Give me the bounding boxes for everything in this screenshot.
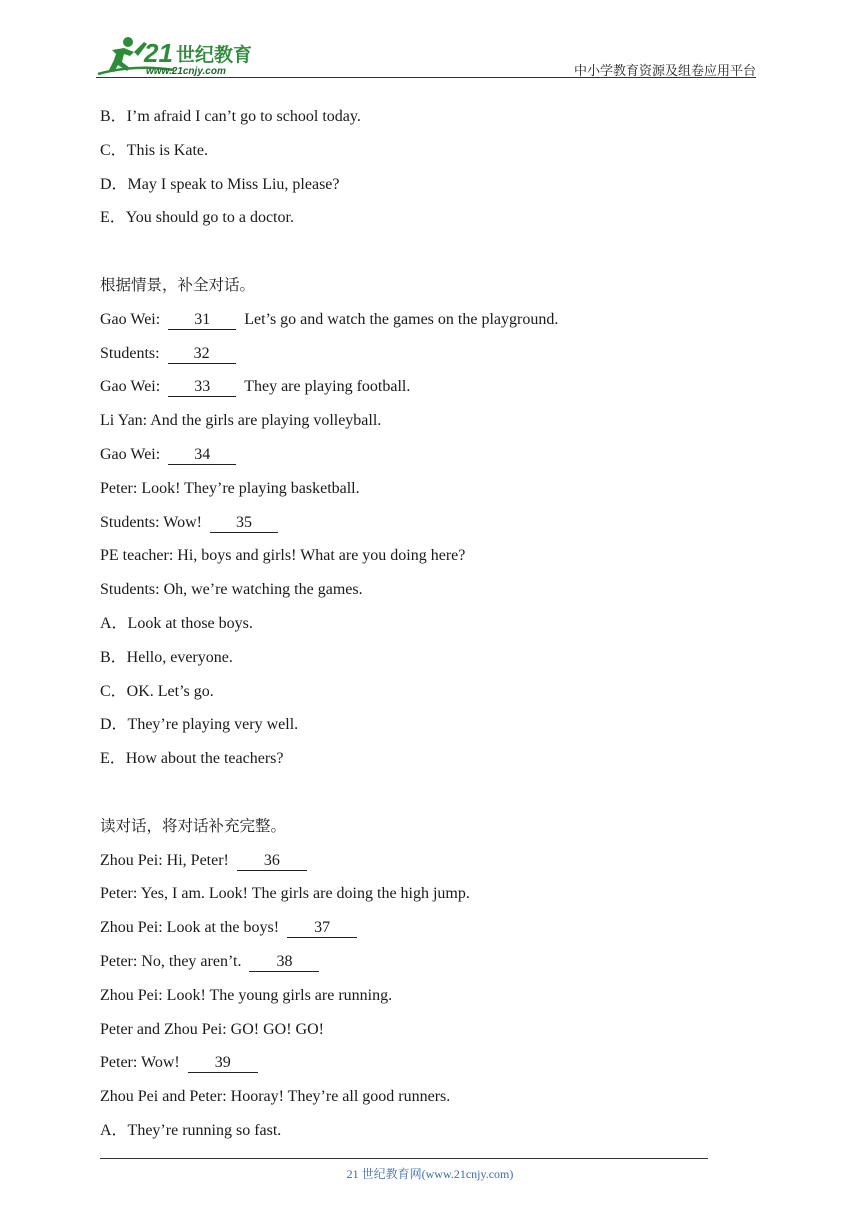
dialogue-text: They are playing football. bbox=[244, 378, 411, 396]
dialogue-text: Let’s go and watch the games on the playground. bbox=[244, 310, 559, 328]
header-divider bbox=[96, 77, 756, 78]
answer-blank-36[interactable]: 36 bbox=[237, 852, 307, 871]
dialogue-text: Gao Wei: bbox=[100, 378, 161, 396]
dialogue-line bbox=[100, 370, 740, 404]
dialogue-line bbox=[100, 979, 740, 1013]
section-2-instruction: 根据情景，补全对话。 bbox=[100, 275, 256, 294]
dialogue-line bbox=[100, 1080, 740, 1114]
answer-blank-37[interactable]: 37 bbox=[287, 919, 357, 938]
dialogue-text: Peter: No, they aren’t. bbox=[100, 952, 242, 970]
option-d-prev: D．May I speak to Miss Liu, please? bbox=[100, 175, 340, 193]
option-c: C．OK. Let’s go. bbox=[100, 682, 214, 700]
dialogue-line bbox=[100, 472, 740, 506]
answer-blank-31[interactable]: 31 bbox=[168, 311, 236, 330]
logo-number: 21 bbox=[144, 38, 173, 68]
answer-blank-35[interactable]: 35 bbox=[210, 514, 278, 533]
dialogue-text: Zhou Pei: Look at the boys! bbox=[100, 919, 280, 937]
footer-divider bbox=[100, 1158, 708, 1159]
section-3 bbox=[100, 810, 740, 1148]
dialogue-text: Li Yan: And the girls are playing volleyball. bbox=[100, 412, 382, 430]
header-platform-text: 中小学教育资源及组卷应用平台 bbox=[573, 64, 756, 79]
dialogue-text: Gao Wei: bbox=[100, 310, 161, 328]
dialogue-line bbox=[100, 438, 740, 472]
dialogue-text: Zhou Pei and Peter: Hooray! They’re all good runners. bbox=[100, 1088, 451, 1106]
dialogue-text: Peter: Yes, I am. Look! The girls are doing the high jump. bbox=[100, 885, 470, 903]
answer-blank-33[interactable]: 33 bbox=[168, 378, 236, 397]
dialogue-line bbox=[100, 1013, 740, 1047]
dialogue-text: Gao Wei: bbox=[100, 445, 161, 463]
option-a: A．Look at those boys. bbox=[100, 614, 253, 632]
dialogue-text: Peter: Look! They’re playing basketball. bbox=[100, 479, 360, 497]
page-header bbox=[92, 30, 756, 78]
previous-options bbox=[100, 100, 740, 235]
dialogue-text: Students: Wow! bbox=[100, 513, 202, 531]
option-a: A．They’re running so fast. bbox=[100, 1121, 282, 1139]
footer-link[interactable]: 21 世纪教育网(www.21cnjy.com) bbox=[346, 1167, 514, 1181]
option-b: B．Hello, everyone. bbox=[100, 648, 233, 666]
dialogue-line bbox=[100, 573, 740, 607]
answer-blank-32[interactable]: 32 bbox=[168, 345, 236, 364]
section-3-instruction: 读对话，将对话补充完整。 bbox=[100, 816, 287, 835]
logo-url: www.21cnjy.com bbox=[146, 66, 226, 77]
dialogue-text: Students: bbox=[100, 344, 160, 362]
option-d: D．They’re playing very well. bbox=[100, 716, 299, 734]
option-e: E．How about the teachers? bbox=[100, 750, 284, 768]
logo-cn: 世纪教育 bbox=[176, 44, 253, 66]
dialogue-line bbox=[100, 337, 740, 371]
answer-blank-39[interactable]: 39 bbox=[188, 1054, 258, 1073]
dialogue-text: Zhou Pei: Look! The young girls are running. bbox=[100, 986, 393, 1004]
answer-blank-34[interactable]: 34 bbox=[168, 446, 236, 465]
document-body bbox=[100, 100, 740, 1148]
dialogue-text: PE teacher: Hi, boys and girls! What are you doing here? bbox=[100, 547, 466, 565]
option-e-prev: E．You should go to a doctor. bbox=[100, 209, 294, 227]
dialogue-line bbox=[100, 911, 740, 945]
option-c-prev: C．This is Kate. bbox=[100, 141, 208, 159]
dialogue-line bbox=[100, 844, 740, 878]
dialogue-line bbox=[100, 945, 740, 979]
dialogue-text: Peter: Wow! bbox=[100, 1054, 180, 1072]
dialogue-line bbox=[100, 877, 740, 911]
dialogue-line bbox=[100, 303, 740, 337]
dialogue-line bbox=[100, 1046, 740, 1080]
dialogue-line bbox=[100, 404, 740, 438]
section-2 bbox=[100, 269, 740, 776]
dialogue-text: Students: Oh, we’re watching the games. bbox=[100, 581, 363, 599]
dialogue-line bbox=[100, 506, 740, 540]
answer-blank-38[interactable]: 38 bbox=[249, 953, 319, 972]
option-b-prev: B．I’m afraid I can’t go to school today. bbox=[100, 108, 361, 125]
dialogue-text: Peter and Zhou Pei: GO! GO! GO! bbox=[100, 1020, 324, 1038]
dialogue-line bbox=[100, 539, 740, 573]
section-gap bbox=[100, 235, 740, 269]
section-gap bbox=[100, 776, 740, 810]
site-logo bbox=[94, 34, 264, 78]
dialogue-text: Zhou Pei: Hi, Peter! bbox=[100, 851, 229, 869]
